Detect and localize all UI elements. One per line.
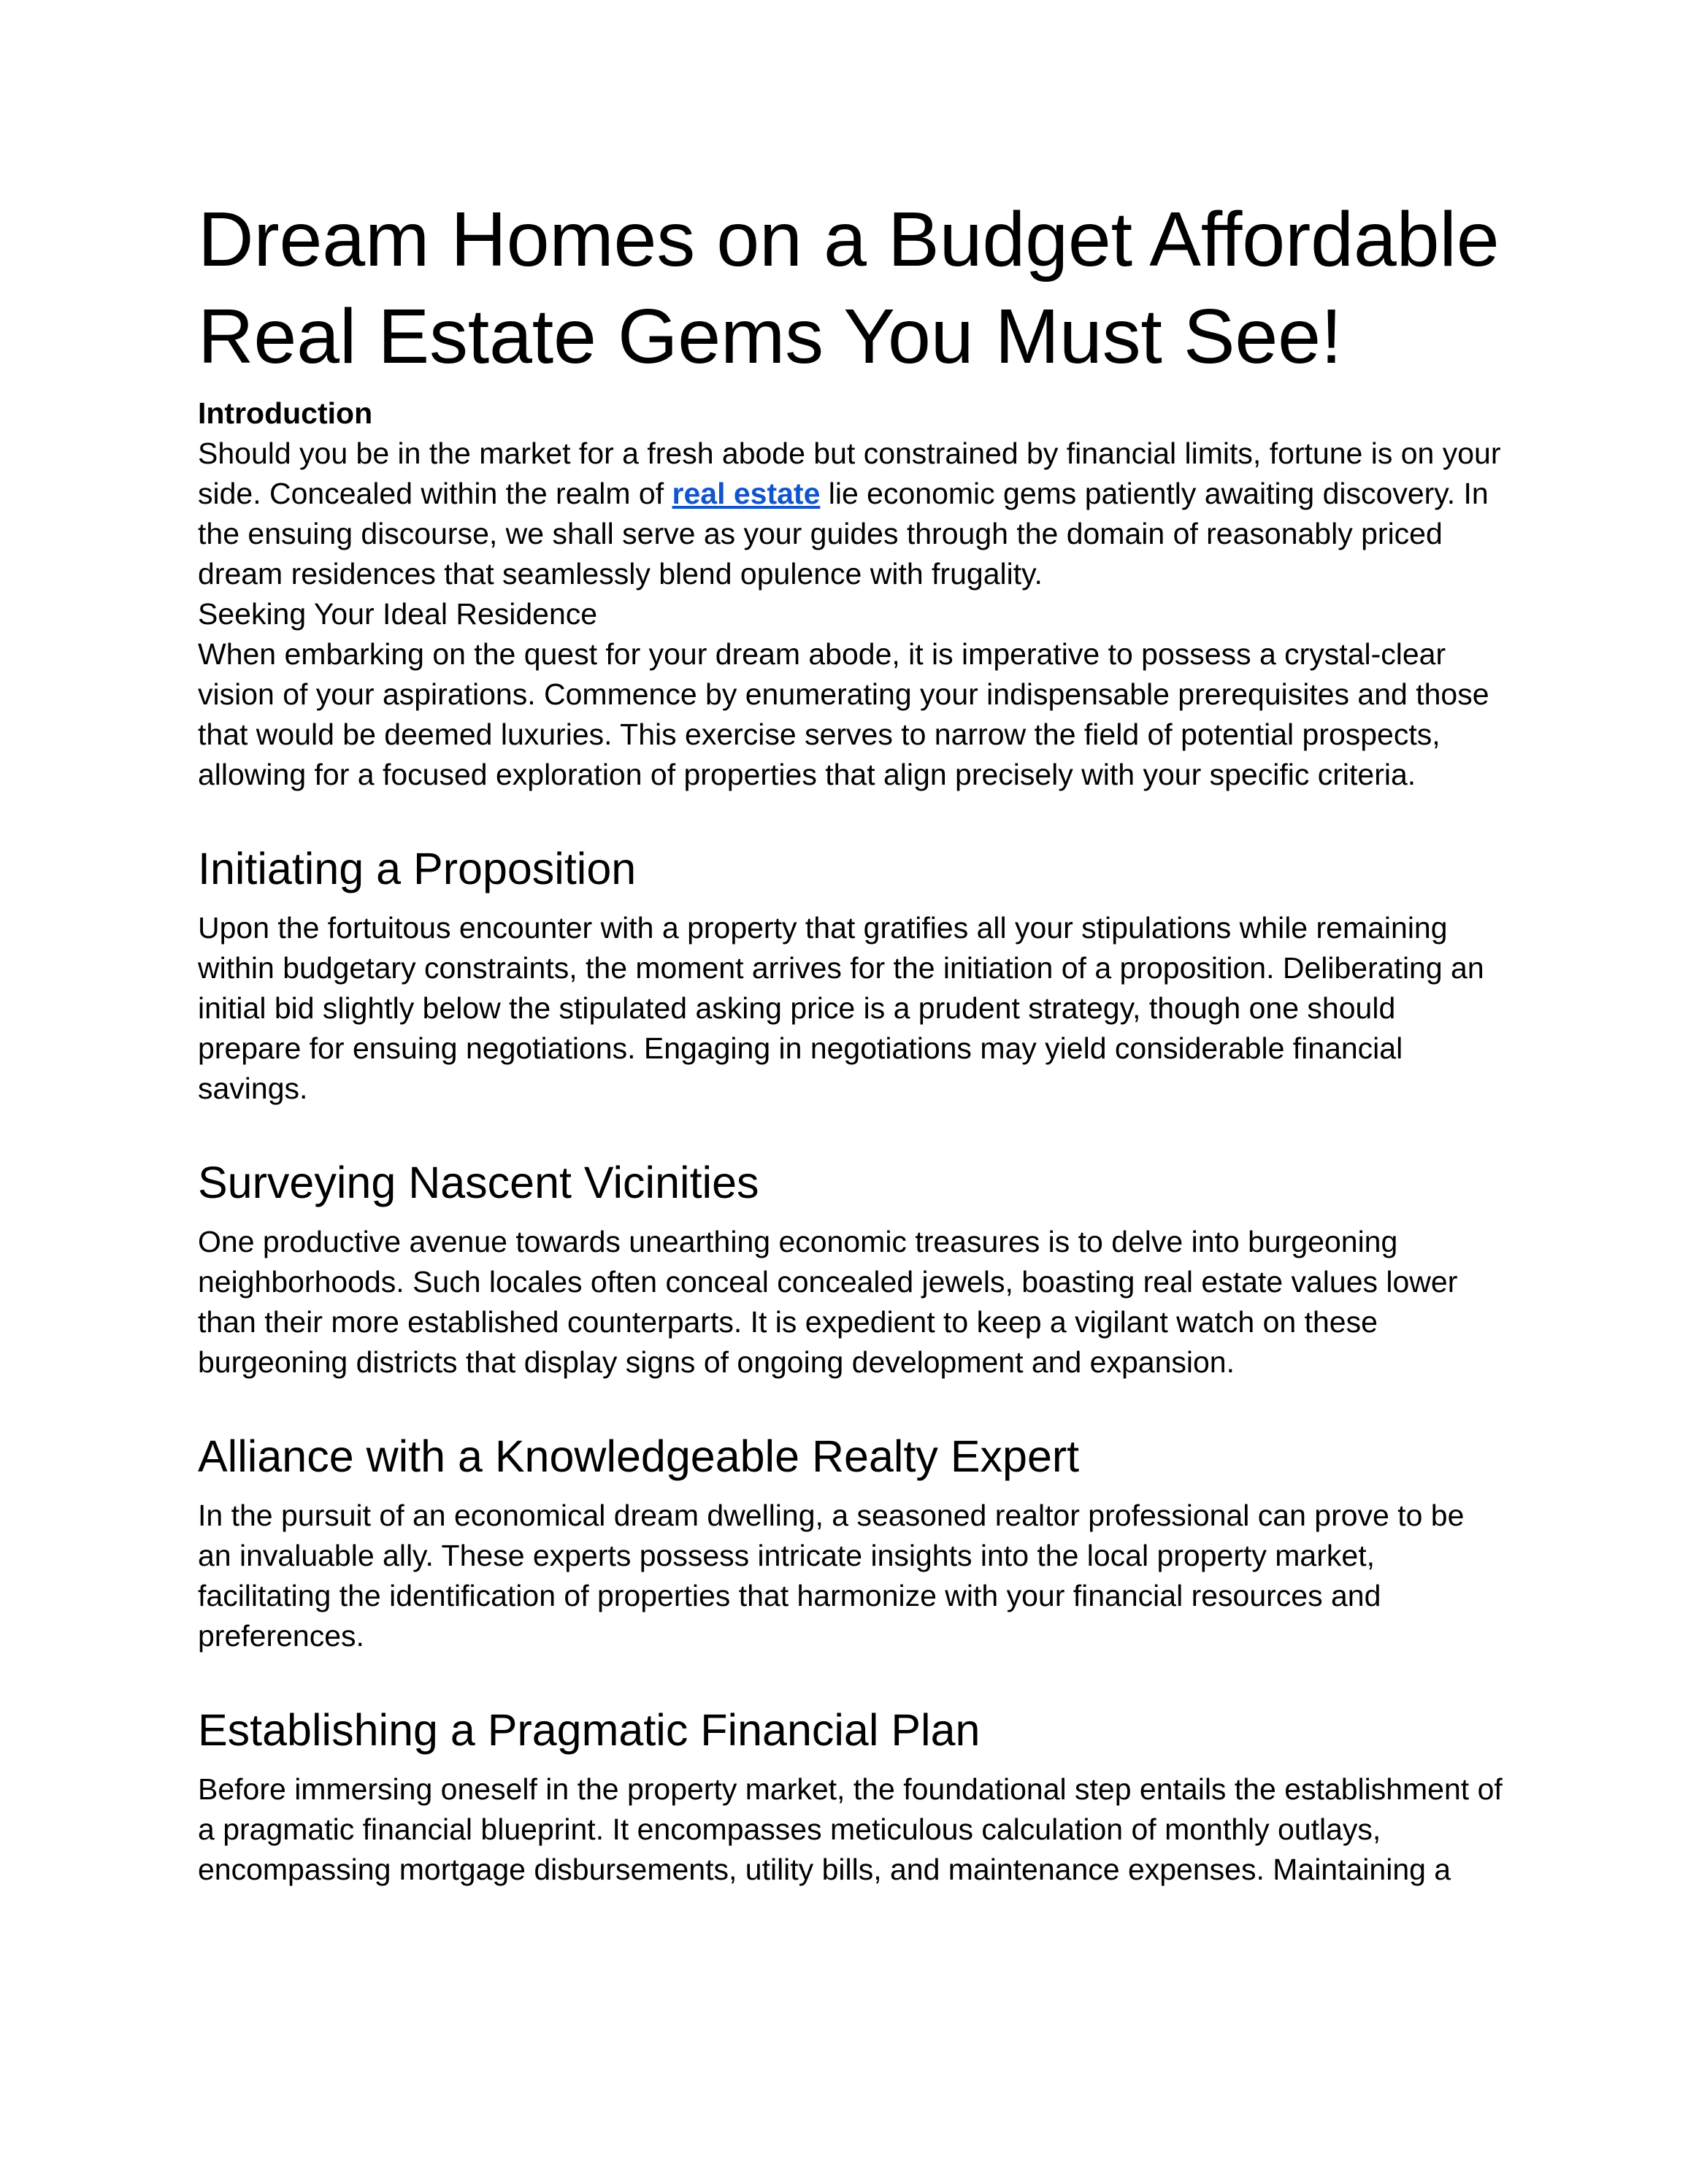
financial-plan-heading: Establishing a Pragmatic Financial Plan: [198, 1705, 981, 1755]
real-estate-link[interactable]: real estate: [672, 477, 821, 510]
alliance-paragraph: In the pursuit of an economical dream dwelling, a seasoned realtor professional can prove to be an invaluable ally. These experts possess intricate insights into the local property market, facilitating the identification of properties that harmonize with your financial resources and preferences.: [198, 1499, 1465, 1653]
seeking-paragraph: When embarking on the quest for your dream abode, it is imperative to possess a crystal-clear vision of your aspirations. Commence by enumerating your indispensable prerequisites and those that would be deemed luxuries. This exercise serves to narrow the field of potential prospects, allowing for a focused exploration of properties that align precisely with your specific criteria.: [198, 637, 1489, 791]
initiating-paragraph: Upon the fortuitous encounter with a property that gratifies all your stipulations while remaining within budgetary constraints, the moment arrives for the initiation of a proposition. Deliberating an initial bid slightly below the stipulated asking price is a prudent strategy, though one should prepare for ensuing negotiations. Engaging in negotiations may yield considerable financial savings.: [198, 911, 1484, 1105]
introduction-text-start: Should you be in the market for a fresh abode but constrained by financial limits, fortune is on your side. Concealed within the realm of: [198, 437, 1501, 510]
surveying-heading: Surveying Nascent Vicinities: [198, 1158, 759, 1207]
seeking-heading: Seeking Your Ideal Residence: [198, 597, 598, 631]
alliance-heading: Alliance with a Knowledgeable Realty Expert: [198, 1431, 1080, 1481]
surveying-paragraph: One productive avenue towards unearthing economic treasures is to delve into burgeoning neighborhoods. Such locales often conceal concealed jewels, boasting real estate values lower than their more established counterparts. It is expedient to keep a vigilant watch on these burgeoning districts that display signs of ongoing development and expansion.: [198, 1225, 1458, 1379]
introduction-text-end: lie economic gems patiently awaiting discovery. In the ensuing discourse, we shall serve as your guides through the domain of reasonably priced dream residences that seamlessly blend opulence with frugality.: [198, 477, 1489, 591]
initiating-heading: Initiating a Proposition: [198, 844, 637, 893]
page-title: Dream Homes on a Budget Affordable Real Estate Gems You Must See!: [198, 196, 1500, 380]
document-page: [198, 191, 1505, 1890]
financial-plan-paragraph: Before immersing oneself in the property market, the foundational step entails the establishment of a pragmatic financial blueprint. It encompasses meticulous calculation of monthly outlays, encompassing mortgage disbursements, utility bills, and maintenance expenses. Maintaining a: [198, 1772, 1503, 1886]
introduction-paragraph: [198, 434, 1505, 594]
introduction-heading: Introduction: [198, 396, 373, 430]
